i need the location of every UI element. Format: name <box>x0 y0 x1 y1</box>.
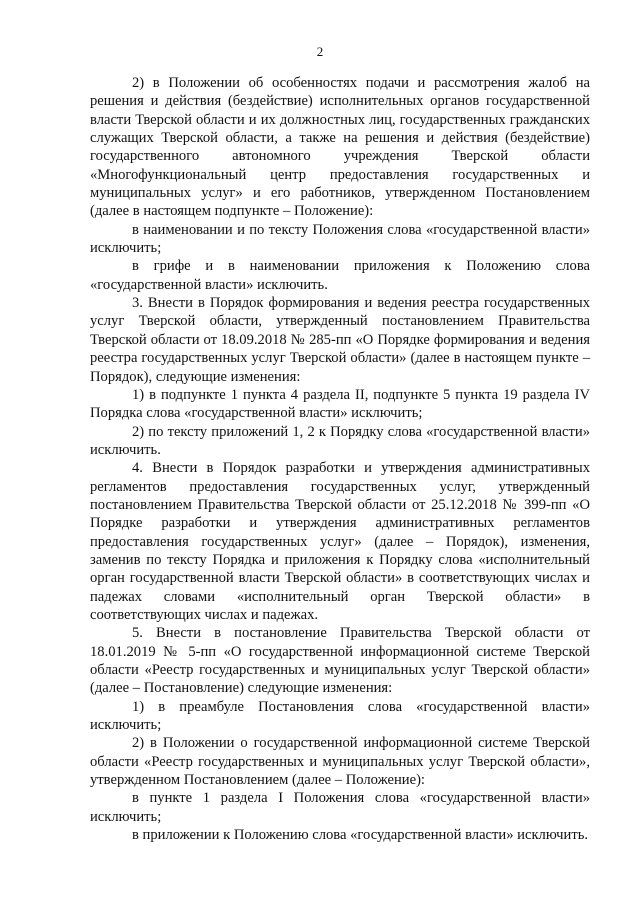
paragraph: 2) в Положении о государственной информационной системе Тверской области «Реестр государственных и муниципальных услуг Тверской области», утвержденном Постановлением (далее – Положение): <box>90 735 590 789</box>
paragraph: 1) в преамбуле Постановления слова «государственной власти» исключить; <box>90 698 590 734</box>
page-number: 2 <box>316 44 324 59</box>
paragraph: в грифе и в наименовании приложения к Положению слова «государственной власти» исключить. <box>90 258 590 293</box>
paragraph: 3. Внести в Порядок формирования и ведения реестра государственных услуг Тверской области, утвержденный постановлением Правительства Тверской области от 18.09.2018 № 285-пп «О Порядке формирования и ведения реестра государственных услуг Тверской области» (далее в настоящем пункте – Порядок), следующие изменения: <box>90 295 590 385</box>
paragraph: 2) по тексту приложений 1, 2 к Порядку слова «государственной власти» исключить. <box>90 423 590 458</box>
paragraph: в приложении к Положению слова «государственной власти» исключить. <box>132 827 588 844</box>
paragraph: в наименовании и по тексту Положения слова «государственной власти» исключить; <box>90 221 590 257</box>
paragraph: 2) в Положении об особенностях подачи и рассмотрения жалоб на решения и действия (бездействие) исполнительных органов государственной власти Тверской области и их должностных лиц, государственных гражданских служащих Тверской области, а также на решения и действия (бездействие) государственного автономного учреждения Тверской области «Многофункциональный центр предоставления государственных и муниципальных услуг» и его работников, утвержденном Постановлением (далее в настоящем подпункте – Положение): <box>90 75 590 220</box>
paragraph: 1) в подпункте 1 пункта 4 раздела II, подпункте 5 пункта 19 раздела IV Порядка слова «государственной власти» исключить; <box>90 386 590 422</box>
paragraph: 5. Внести в постановление Правительства Тверской области от 18.01.2019 № 5-пп «О государственной информационной системе Тверской области «Реестр государственных и муниципальных услуг Тверской области» (далее – Постановление) следующие изменения: <box>90 625 590 697</box>
paragraph: в пункте 1 раздела I Положения слова «государственной власти» исключить; <box>90 790 590 825</box>
paragraph: 4. Внести в Порядок разработки и утверждения административных регламентов предоставления государственных услуг, утвержденный постановлением Правительства Тверской области от 25.12.2018 № 399-пп «О Порядке разработки и утверждения административных регламентов предоставления государственных услуг» (далее – Порядок), изменения, заменив по тексту Порядка и приложения к Порядку слова «исполнительный орган государственной власти Тверской области» в соответствующих числах и падежах словами «исполнительный орган Тверской области» в соответствующих числах и падежах. <box>90 460 590 623</box>
document-body <box>90 74 590 844</box>
